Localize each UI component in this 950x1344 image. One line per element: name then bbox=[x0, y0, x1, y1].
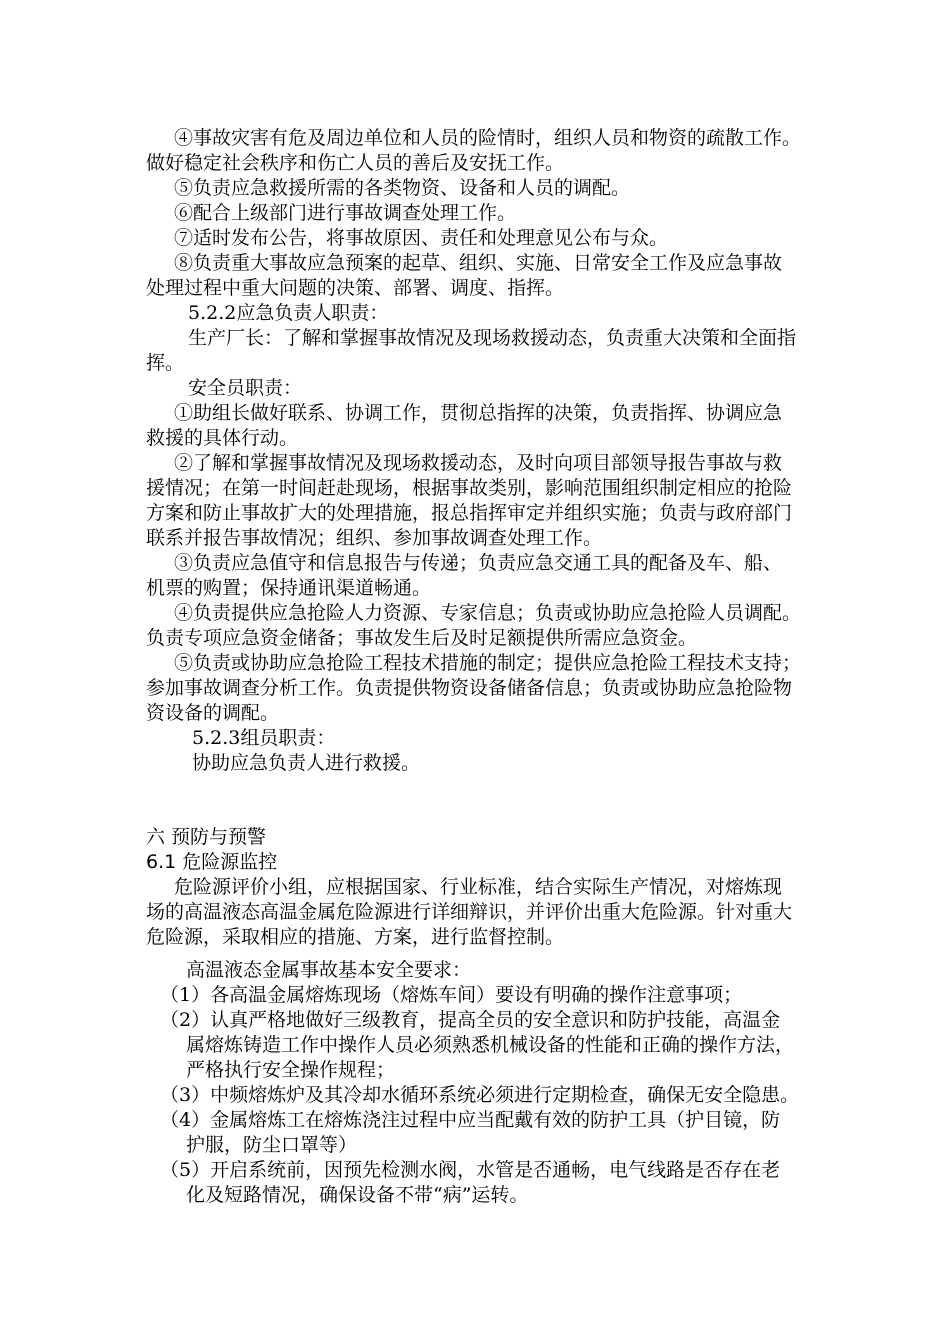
subheading: 安全员职责： bbox=[188, 377, 303, 399]
paragraph-line: ④事故灾害有危及周边单位和人员的险情时，组织人员和物资的疏散工作。 bbox=[174, 127, 802, 149]
section-heading: 5.2.3组员职责： bbox=[192, 727, 336, 749]
list-item-continuation: 属熔炼铸造工作中操作人员必须熟悉机械设备的性能和正确的操作方法， bbox=[186, 1034, 795, 1056]
list-item: （5）开启系统前，因预先检测水阀，水管是否通畅，电气线路是否存在老 bbox=[160, 1159, 781, 1181]
paragraph-line: 处理过程中重大问题的决策、部署、调度、指挥。 bbox=[146, 277, 565, 299]
list-item-continuation: 化及短路情况，确保设备不带“病”运转。 bbox=[186, 1184, 529, 1206]
paragraph-line: 联系并报告事故情况；组织、参加事故调查处理工作。 bbox=[146, 527, 603, 549]
paragraph-line: 方案和防止事故扩大的处理措施，报总指挥审定并组织实施；负责与政府部门 bbox=[146, 502, 793, 524]
section-heading: 6.1 危险源监控 bbox=[146, 851, 278, 873]
chapter-heading: 六 预防与预警 bbox=[146, 826, 267, 848]
list-item: （1）各高温金属熔炼现场（熔炼车间）要设有明确的操作注意事项； bbox=[160, 984, 743, 1006]
list-item: （2）认真严格地做好三级教育，提高全员的安全意识和防护技能，高温金 bbox=[160, 1009, 781, 1031]
paragraph-line: ⑦适时发布公告，将事故原因、责任和处理意见公布与众。 bbox=[174, 227, 669, 249]
paragraph-line: 资设备的调配。 bbox=[146, 702, 280, 724]
list-item-continuation: 严格执行安全操作规程； bbox=[186, 1059, 396, 1081]
paragraph-line: 协助应急负责人进行救援。 bbox=[192, 752, 421, 774]
paragraph-line: ③负责应急值守和信息报告与传递；负责应急交通工具的配备及车、船、 bbox=[174, 552, 783, 574]
paragraph-line: 援情况；在第一时间赶赴现场，根据事故类别，影响范围组织制定相应的抢险 bbox=[146, 477, 793, 499]
paragraph-line: ④负责提供应急抢险人力资源、专家信息；负责或协助应急抢险人员调配。 bbox=[174, 602, 802, 624]
subheading: 高温液态金属事故基本安全要求： bbox=[186, 959, 472, 981]
paragraph-line: 参加事故调查分析工作。负责提供物资设备储备信息；负责或协助应急抢险物 bbox=[146, 677, 793, 699]
paragraph-line: 危险源评价小组，应根据国家、行业标准，结合实际生产情况，对熔炼现 bbox=[174, 876, 783, 898]
paragraph-line: ⑧负责重大事故应急预案的起草、组织、实施、日常安全工作及应急事故 bbox=[174, 252, 783, 274]
paragraph-line: ②了解和掌握事故情况及现场救援动态，及时向项目部领导报告事故与救 bbox=[174, 452, 783, 474]
list-item: （4）金属熔炼工在熔炼浇注过程中应当配戴有效的防护工具（护目镜，防 bbox=[160, 1109, 781, 1131]
paragraph-line: 做好稳定社会秩序和伤亡人员的善后及安抚工作。 bbox=[146, 152, 565, 174]
paragraph-line: 危险源，采取相应的措施、方案，进行监督控制。 bbox=[146, 926, 565, 948]
paragraph-line: 负责专项应急资金储备；事故发生后及时足额提供所需应急资金。 bbox=[146, 627, 698, 649]
paragraph-line: ⑤负责或协助应急抢险工程技术措施的制定；提供应急抢险工程技术支持； bbox=[174, 652, 802, 674]
paragraph-line: ⑤负责应急救援所需的各类物资、设备和人员的调配。 bbox=[174, 177, 631, 199]
paragraph-line: 机票的购置；保持通讯渠道畅通。 bbox=[146, 577, 432, 599]
section-heading: 5.2.2应急负责人职责： bbox=[188, 302, 389, 324]
list-item: （3）中频熔炼炉及其冷却水循环系统必须进行定期检查，确保无安全隐患。 bbox=[160, 1084, 800, 1106]
list-item-continuation: 护服，防尘口罩等） bbox=[186, 1134, 358, 1156]
paragraph-line: 救援的具体行动。 bbox=[146, 427, 299, 449]
paragraph-line: 场的高温液态高温金属危险源进行详细辩识，并评价出重大危险源。针对重大 bbox=[146, 901, 793, 923]
paragraph-line: ⑥配合上级部门进行事故调查处理工作。 bbox=[174, 202, 517, 224]
paragraph-line: 生产厂长：了解和掌握事故情况及现场救援动态，负责重大决策和全面指 bbox=[188, 327, 797, 349]
paragraph-line: ①助组长做好联系、协调工作，贯彻总指挥的决策，负责指挥、协调应急 bbox=[174, 402, 783, 424]
paragraph-line: 挥。 bbox=[146, 352, 185, 374]
